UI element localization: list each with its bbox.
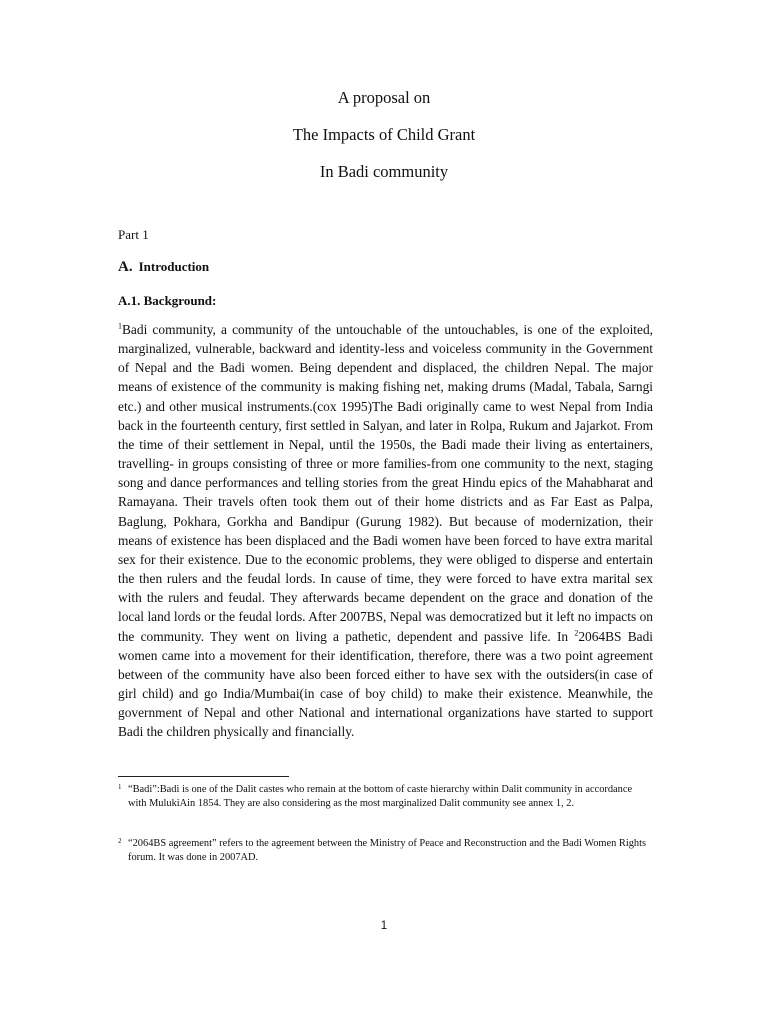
background-paragraph [118,320,653,741]
page-number: 1 [380,920,388,932]
section-heading [118,259,209,276]
footnote-2-mark: 2 [118,837,122,845]
footnote-1-text: “Badi”:Badi is one of the Dalit castes who remain at the bottom of caste hierarchy within Dalit community in accordance with MulukiAin 1854. They are also considering as the most marginalized Dalit community see annex 1, 2. [128,784,633,809]
title-line-3: In Badi community [319,162,449,181]
footnote-separator [118,776,289,777]
title-line-2: The Impacts of Child Grant [292,125,476,144]
footnote-ref-1: 1 [118,321,122,331]
subsection-heading: A.1. Background: [118,293,217,308]
footnote-2-text: “2064BS agreement” refers to the agreement between the Ministry of Peace and Reconstruction and the Badi Women Rights forum. It was done in 2007AD. [128,838,647,863]
part-label: Part 1 [118,227,149,242]
footnote-2 [118,837,653,865]
section-title: Introduction [138,259,210,274]
paragraph-text-part-2: 2064BS Badi women came into a movement for their identification, therefore, there was a two point agreement between of the community have also been forced either to have sex with the outsiders(in case of girl child) and go India/Mumbai(in case of boy child) to make their existence. Meanwhile, the government of Nepal and other National and international organizations have started to support Badi the children physically and financially. [118,628,653,740]
paragraph-text-part-1: Badi community, a community of the untouchable of the untouchables, is one of the exploited, marginalized, vulnerable, backward and identity-less and voiceless community in the Government of Nepal and the Badi women. Being dependent and displaced, the children Nepal. The major means of existence of the community is making fishing net, making drums (Madal, Tabala, Sarngi etc.) and other musical instruments.(cox 1995)The Badi originally came to west Nepal from India back in the fourteenth century, first settled in Salyan, and later in Rolpa, Rukum and Jajarkot. From the time of their settlement in Nepal, until the 1950s, the Badi made their living as entertainers, travelling- in groups consisting of three or more families-from one community to the next, staging song and dance performances and telling stories from the great Hindu epics of the Mahabharat and Ramayana. Their travels often took them out of their home districts and as Far East as Palpa, Baglung, Pokhara, Gorkha and Bandipur (Gurung 1982). But because of modernization, their means of existence has been displaced and the Badi women have been forced to have extra marital sex for their existence. Due to the economic problems, they were obliged to disperse and entertain the then rulers and the feudal lords. In cause of time, they were forced to have extra marital sex with the rulers and feudal. They afterwards became dependent on the grace and donation of the local land lords or the feudal lords. After 2007BS, Nepal was democratized but it left no impacts on the community. They went on living a pathetic, dependent and passive life. In [118,322,653,644]
footnote-1-mark: 1 [118,783,122,791]
footnote-ref-2: 2 [574,628,579,638]
title-line-1: A proposal on [337,88,431,107]
footnote-1 [118,783,653,811]
section-letter: A. [118,259,133,275]
